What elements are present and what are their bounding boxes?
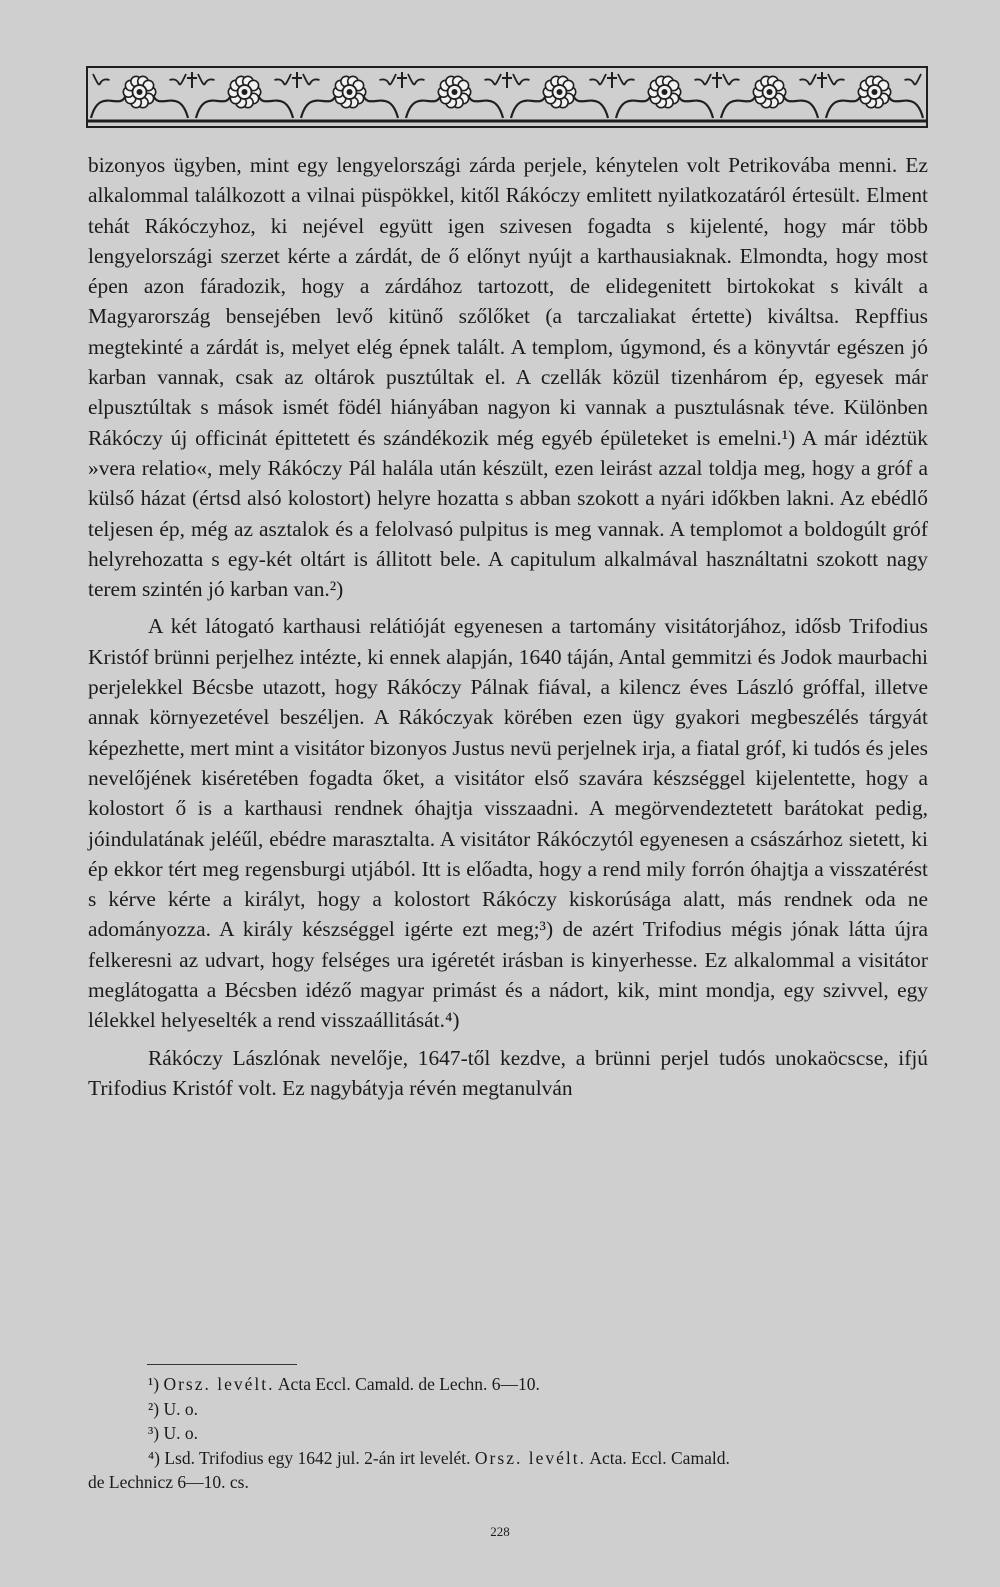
paragraph-3: Rákóczy Lászlónak nevelője, 1647-től kezdve, a brünni perjel tudós unokaöcscse, ifjú Trifodius Kristóf volt. Ez nagybátyja révén megtanulván [88, 1045, 928, 1100]
paragraph-2: A két látogató karthausi relátióját egyenesen a tartomány visitátorjához, idősb Trifodius Kristóf brünni perjelhez intézte, ki ennek alapján, 1640 táján, Antal gemmitzi és Jodok maurbachi perjelekkel Bécsbe utazott, hogy Rákóczy Pálnak fiával, a kilencz éves László gróffal, illetve annak környezetével beszéljen. A Rákóczyak körében ezen ügy gyakori megbeszélés tárgyát képezhette, mert mint a visitátor bizonyos Justus nevü perjelnek irja, a fiatal gróf, ki tudós és jeles nevelőjének kiséretében fogadta őket, a visitátor első szavára készséggel kijelentette, hogy a kolostort ő is a karthausi rendnek óhajtja visszaadni. A megörvendeztetett barátokat pedig, jóindulatának jeléűl, ebédre marasztalta. A visitátor Rákóczytól egyenesen a császárhoz sietett, ki ép ekkor tért meg regensburgi utjából. Itt is előadta, hogy a rend mily forrón óhajtja a visszatérést s kérve kérte a királyt, hogy a kolostort Rákóczy kiskorúsága alatt, más rendnek oda ne adományozza. A király készséggel igérte ezt meg;³) de azért Trifodius mégis jónak látta újra felkeresni az udvart, hogy felséges ura igéretét irásban is kinyerhesse. Ez alkalommal a visitátor meglátogatta a Bécsben idéző magyar primást és a nádort, kik, mint mondja, egy szivvel, egy lélekkel helyeselték a rend visszaállitását.⁴) [88, 614, 928, 1033]
footnote-4-continuation: de Lechnicz 6—10. cs. [88, 1472, 249, 1493]
footnote-1-text: Acta Eccl. Camald. de Lechn. 6—10. [277, 1374, 540, 1394]
footnote-4-mark: ⁴) [148, 1447, 160, 1468]
footnote-1-archive: Orsz. levélt. [163, 1374, 275, 1394]
footnote-1-mark: ¹) [148, 1374, 160, 1394]
footnote-1 [88, 1372, 928, 1397]
rosette-border-icon [86, 66, 928, 128]
footnote-2: ²) U. o. [148, 1398, 198, 1419]
footnote-3: ³) U. o. [148, 1423, 198, 1444]
footnote-rule [147, 1364, 297, 1365]
footnotes [88, 1372, 928, 1495]
footnote-4-text-a: Lsd. Trifodius egy 1642 jul. 2-án irt levelét. [164, 1447, 471, 1468]
footnote-4-archive: Orsz. levélt. [474, 1447, 586, 1468]
body-text [88, 150, 928, 1103]
paragraph-1: bizonyos ügyben, mint egy lengyelországi zárda perjele, kénytelen volt Petrikovába menni. Ez alkalommal találkozott a vilnai püspökkel, kitől Rákóczy emlitett nyilatkozatáról értesült. Elment tehát Rákóczyhoz, ki nejével együtt igen szivesen fogadta s kijelenté, hogy már több lengyelországi szerzet kérte a zárdát, de ő előnyt nyújt a karthausiaknak. Elmondta, hogy most épen azon fáradozik, hogy a zárdához tartozott, de elidegenitett birtokokat s kivált a Magyarország bensejében levő kitünő szőlőket (a tarczaliakat értette) kiváltsa. Repffius megtekinté a zárdát is, melyet elég épnek talált. A templom, úgymond, és a könyvtár egészen jó karban vannak, csak az oltárok pusztúltak el. A czellák közül tizenhárom ép, egyesek már elpusztúltak s mások ismét födél hiányában nagyon ki vannak a pusztulásnak téve. Különben Rákóczy új officinát épittetett és szándékozik még egyéb épületeket is emelni.¹) A már idéztük »vera relatio«, mely Rákóczy Pál halála után készült, ezen leirást azzal toldja meg, hogy a gróf a külső házat (értsd alsó kolostort) helyre hozatta s abban szokott a nyári időkben lakni. Az ebédlő teljesen ép, még az asztalok és a felolvasó pulpitus is meg vannak. A templomot a boldogúlt gróf helyrehozatta s egy-két oltárt is állitott bele. A capitulum alkalmával használtatni szokott nagy terem szintén jó karban van.²) [88, 153, 928, 602]
footnote-4 [88, 1446, 928, 1471]
footnote-4-text-b: Acta. Eccl. Camald. [589, 1447, 730, 1468]
floral-header-ornament [86, 66, 928, 128]
page-number: 228 [490, 1524, 510, 1539]
